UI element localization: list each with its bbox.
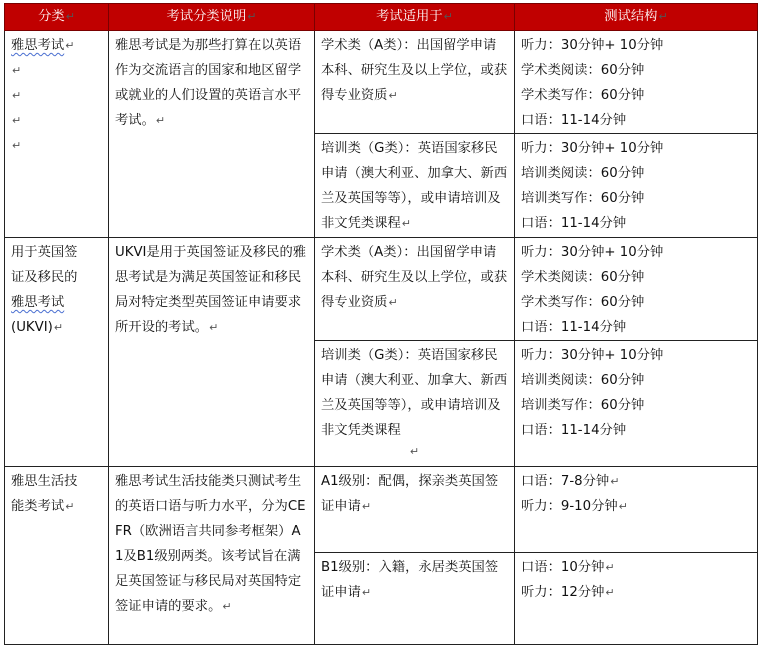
applies-cell: 学术类（A类）：出国留学申请本科、研究生及以上学位，或获得专业资质↵ — [315, 238, 515, 341]
header-row — [5, 4, 758, 31]
category-cell: 雅思生活技 能类考试↵ — [5, 467, 109, 645]
category-text: 雅思考试 — [11, 38, 65, 53]
header-description: 考试分类说明↵ — [109, 4, 315, 31]
applies-cell: 学术类（A类）：出国留学申请本科、研究生及以上学位，或获得专业资质↵ — [315, 31, 515, 134]
applies-cell: 培训类（G类）：英语国家移民申请（澳大利亚、加拿大、新西兰及英国等等），或申请培训及非文凭类课程↵ — [315, 134, 515, 238]
applies-cell: B1级别：入籍，永居类英国签证申请↵ — [315, 553, 515, 645]
structure-item: 听力：30分钟+ 10分钟 — [521, 348, 664, 363]
header-applies-to: 考试适用于↵ — [315, 4, 515, 31]
table-row — [5, 238, 758, 341]
description-cell: UKVI是用于英国签证及移民的雅思考试是为满足英国签证和移民局对特定类型英国签证申请要求所开设的考试。↵ — [109, 238, 315, 467]
structure-item: 培训类写作：60分钟 — [521, 191, 645, 206]
category-cell: 用于英国签 证及移民的 雅思考试 (UKVI)↵ — [5, 238, 109, 467]
structure-cell: 口语：10分钟↵ 听力：12分钟↵ — [515, 553, 758, 645]
structure-cell — [515, 134, 758, 238]
structure-item: 听力：30分钟+ 10分钟 — [521, 141, 664, 156]
structure-item: 培训类阅读：60分钟 — [521, 373, 645, 388]
structure-item: 听力：30分钟+ 10分钟 — [521, 245, 664, 260]
description-cell: 雅思考试生活技能类只测试考生的英语口语与听力水平，分为CEFR（欧洲语言共同参考框架）A1及B1级别两类。该考试旨在满足英国签证与移民局对英国特定签证申请的要求。↵ — [109, 467, 315, 645]
category-cell: 雅思考试↵ ↵ ↵ ↵ ↵ — [5, 31, 109, 238]
structure-item: 培训类写作：60分钟 — [521, 398, 645, 413]
structure-item: 学术类阅读：60分钟 — [521, 63, 645, 78]
applies-cell: A1级别：配偶，探亲类英国签证申请↵ — [315, 467, 515, 553]
applies-text: 培训类（G类）：英语国家移民申请（澳大利亚、加拿大、新西兰及英国等等），或申请培训及非文凭类课程 — [321, 141, 508, 231]
structure-cell: 口语：7-8分钟↵ 听力：9-10分钟↵ — [515, 467, 758, 553]
structure-item: 培训类阅读：60分钟 — [521, 166, 645, 181]
applies-text: 培训类（G类）：英语国家移民申请（澳大利亚、加拿大、新西兰及英国等等），或申请培训及非文凭类课程 — [321, 348, 508, 438]
structure-item: 口语：7-8分钟 — [521, 474, 610, 489]
ielts-category-table — [4, 3, 758, 645]
category-text: 雅思生活技 — [11, 474, 78, 489]
structure-item: 听力：30分钟+ 10分钟 — [521, 38, 664, 53]
structure-item: 口语：11-14分钟 — [521, 423, 627, 438]
applies-cell: 培训类（G类）：英语国家移民申请（澳大利亚、加拿大、新西兰及英国等等），或申请培训及非文凭类课程 ↵ — [315, 341, 515, 467]
description-cell: 雅思考试是为那些打算在以英语作为交流语言的国家和地区留学或就业的人们设置的英语言水平考试。↵ — [109, 31, 315, 238]
table-row — [5, 31, 758, 134]
structure-item: 口语：10分钟 — [521, 560, 605, 575]
applies-text: 学术类（A类）：出国留学申请本科、研究生及以上学位，或获得专业资质 — [321, 245, 508, 310]
ielts-table-container — [4, 3, 757, 640]
category-text: 能类考试 — [11, 499, 65, 514]
structure-item: 口语：11-14分钟 — [521, 113, 627, 128]
applies-text: A1级别：配偶，探亲类英国签证申请 — [321, 474, 499, 514]
structure-cell — [515, 238, 758, 341]
category-text: 证及移民的 — [11, 270, 78, 285]
header-test-structure: 测试结构↵ — [515, 4, 758, 31]
structure-item: 听力：9-10分钟 — [521, 499, 618, 514]
structure-item: 学术类写作：60分钟 — [521, 295, 645, 310]
category-text: (UKVI) — [11, 320, 53, 335]
description-text: UKVI是用于英国签证及移民的雅思考试是为满足英国签证和移民局对特定类型英国签证申请要求所开设的考试。 — [115, 245, 307, 335]
structure-item: 学术类阅读：60分钟 — [521, 270, 645, 285]
applies-text: B1级别：入籍，永居类英国签证申请 — [321, 560, 499, 600]
structure-item: 口语：11-14分钟 — [521, 216, 627, 231]
category-text: 雅思考试 — [11, 295, 65, 310]
structure-cell — [515, 341, 758, 467]
description-text: 雅思考试是为那些打算在以英语作为交流语言的国家和地区留学或就业的人们设置的英语言水平考试。 — [115, 38, 302, 128]
structure-cell — [515, 31, 758, 134]
structure-item: 学术类写作：60分钟 — [521, 88, 645, 103]
structure-item: 听力：12分钟 — [521, 585, 605, 600]
table-row — [5, 467, 758, 553]
description-text: 雅思考试生活技能类只测试考生的英语口语与听力水平，分为CEFR（欧洲语言共同参考框架）A1及B1级别两类。该考试旨在满足英国签证与移民局对英国特定签证申请的要求。 — [115, 474, 306, 614]
header-category: 分类↵ — [5, 4, 109, 31]
applies-text: 学术类（A类）：出国留学申请本科、研究生及以上学位，或获得专业资质 — [321, 38, 508, 103]
category-text: 用于英国签 — [11, 245, 78, 260]
structure-item: 口语：11-14分钟 — [521, 320, 627, 335]
